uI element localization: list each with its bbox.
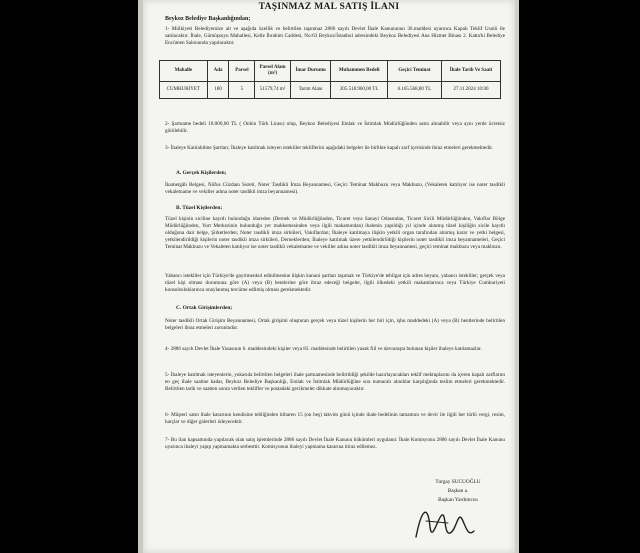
section-c-heading: C. Ortak Girişimlerden; <box>176 305 233 311</box>
col-header: Parsel <box>229 61 255 82</box>
col-header: Ada <box>207 61 229 82</box>
col-header: Geçici Teminat <box>387 61 441 82</box>
cell-mahalle: CUMHURİYET <box>160 82 208 99</box>
section-b-text-1: Tüzel kişinin siciline kayıtlı bulunduğu idareden (Dernek ve Müdürlüğünden, Ticaret veya Sanayi Odasından, Ticaret Sicili Müdürlüğünden, Vakıflar Bölge Müdürlüğünden, Yurt Merkezinin bulunduğu yer mahkemesinden veya ilgili makamından) ihalenin yapıldığı yıl içinde alınmış tüzel kişiliğin sicile kayıtlı olduğuna dair belge, Şirketlerden; Noter tasdikli imza sirküleri, Vakıflardan; İhaleye katılmaya ilişkin yetkili organ tarafından alınmış karar ve yetki belgesi, yetkilendirildiği kişilerin noter tasdikli imza sirküleri, Derneklerden; İhaleye katılmak üzere yetkilendirildiği kişilerin noter tasdikli imza beyannameleri, Geçici Teminat Makbuzu ve Vekaleten katılıyor ise noter tasdikli vekaletname ve vekiller adına noter tasdikli imza beyannamesi, geçici teminat makbuzu veya makbuzu. <box>165 216 505 250</box>
signatory-name: Turgay SUCUOĞLU <box>435 479 481 485</box>
cell-parsel: 5 <box>229 82 255 99</box>
property-table <box>159 60 501 99</box>
issuing-authority: Beykoz Belediye Başkanlığından; <box>165 16 251 22</box>
section-b-text-2: Yabancı istekliler için Türkiye'de gayrimenkul edinilmesine ilişkin kanuni şartları taşımak ve Türkiye'de tebligat için adres beyanı, yabancı istekliler; gerçek veya tüzel kişi olması durumuna göre (A) veya (B) bentlerine göre ibraz edeceği belgeler, ilgili ülkedeki yetkili makamlarınca veya Türkiye Cumhuriyeti konsolosluklarınca onaylanmış tercüme edilmiş olması gerekmektedir. <box>165 273 505 293</box>
col-header: Mahalle <box>160 61 208 82</box>
signatory-title-2: Başkan Yardımcısı <box>438 497 478 503</box>
page-edge-right <box>515 0 519 553</box>
paragraph-7: 7- Bu ilan kapsamında yapılacak olan satış işlemlerinde 2886 sayılı Devlet İhale Kanunu hükümleri uygulanır. İhale Komisyonu 2886 sayılı Devlet İhale Kanunu uyarınca ihaleyi yapıp yapmamakta serbesttir. Komisyonun ihaleyi yapmama kararına itiraz edilemez. <box>165 437 505 450</box>
section-a-heading: A. Gerçek Kişilerden; <box>176 170 227 176</box>
cell-gecici-teminat: 6.165.568,80 TL <box>387 82 441 99</box>
document-page <box>143 0 515 553</box>
signatory-title-1: Başkan a. <box>447 488 469 494</box>
paragraph-5: 5- İhaleye katılmak isteyenlerin, yukarıda belirtilen belgeleri ihale şartnamesinde belirtildiği şekilde hazırlayacakları teklif mektuplarını da içeren kapalı zarflarını en geç ihale saatine kadar, Beykoz Belediye Başkanlığı, Emlak ve İstimlak Müdürlüğüne sıra numaralı alındılar karşılığında teslim etmeleri gerekmektedir. Belirtilen tarih ve saatten sonra verilen teklifler ve postadaki gecikmeler dikkate alınmayacaktır. <box>165 372 505 392</box>
col-header: İhale Tarih Ve Saati <box>441 61 500 82</box>
section-b-heading: B. Tüzel Kişilerden; <box>176 205 223 211</box>
section-c-text: Noter tasdikli Ortak Girişim Beyannamesi, Ortak girişimi oluşturan gerçek veya tüzel kişilerin her biri için, işbu maddedeki (A) veya (B) bentlerinde belirtilen belgeleri ibraz etmeleri zorunludur. <box>165 318 505 331</box>
cell-ada: 180 <box>207 82 229 99</box>
paragraph-3: 3- İhaleye Katılabilme Şartları; İhaleye katılmak isteyen istekliler tekliflerini aşağıdaki belgeler ile birlikte kapalı zarf içerisinde ibraz etmeleri gerekmektedir. <box>165 145 493 151</box>
col-header: İmar Durumu <box>290 61 331 82</box>
col-header: Muhammen Bedeli <box>331 61 387 82</box>
paragraph-6: 6- Müşteri satın ihale kararının kendisine tebliğinden itibaren 15 (on beş) takvim günü içinde ihale bedelinin tamamını ve devir ile ilgili her türlü vergi, resim, harçlar ve diğer giderleri ödeyecektir. <box>165 412 505 425</box>
paragraph-4: 4- 2886 sayılı Devlet İhale Yasasının 6. maddesindeki kişiler veya 83. maddesinde belirtilen yasak fiil ve davranışta bulunan kişiler ihaleye katılamazlar. <box>165 346 482 352</box>
col-header: Parsel Alanı (m²) <box>255 61 290 82</box>
document-title: TAŞINMAZ MAL SATIŞ İLANI <box>258 2 400 12</box>
paragraph-2: 2- Şartname bedeli 10.000,00 TL ( Onbin Türk Lirası) olup, Beykoz Belediyesi Emlak ve İstimlak Müdürlüğünden satın alınabilir veya aynı yerde ücretsiz görülebilir. <box>165 121 505 134</box>
section-a-text: İkametgâh Belgesi, Nüfus Cüzdanı Sureti, Noter Tasdikli İmza Beyannamesi, Geçici Teminat Makbuzu veya Makbuzu, (Vekaleten katılıyor ise noter tasdikli vekaletname ve vekiller adına noter tasdikli imza beyannamesi). <box>165 182 505 195</box>
cell-muhammen-bedeli: 205.518.960,00 TL <box>331 82 387 99</box>
cell-imar-durumu: Tarım Alanı <box>290 82 331 99</box>
cell-parsel-alani: 51579,74 m² <box>255 82 290 99</box>
cell-ihale-tarihi: 27.11.2024 10:00 <box>441 82 500 99</box>
handwritten-signature <box>408 497 478 547</box>
table-row <box>160 82 501 99</box>
intro-paragraph: 1- Mülkiyeti Belediyemize ait ve aşağıda özellik ve belirtilen taşınmaz 2886 sayılı Devlet İhale Kanununun 36.maddesi uyarınca Kapalı Teklif Usulü ile satılacaktır. İhale, Gümüşsuyu Mahallesi, Kelle İbrahim Caddesi, No:63 Beykoz/İstanbul adresindeki Beykoz Belediyesi Ana Hizmet Binası 2. Katta'ki Belediye Encümen Salonunda yapılacaktır. <box>165 26 505 46</box>
table-header-row <box>160 61 501 82</box>
